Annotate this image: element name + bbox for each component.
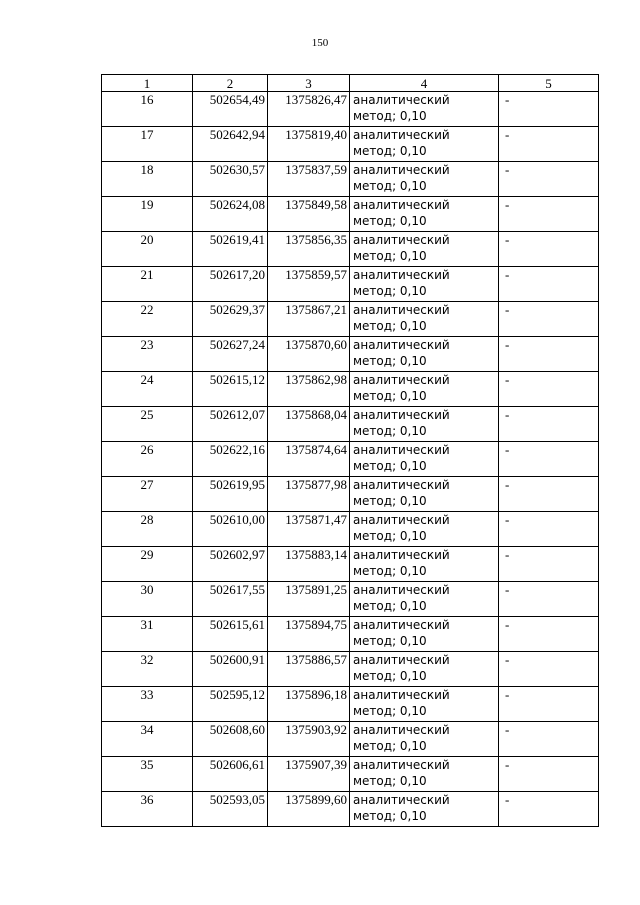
method-cell: [350, 687, 499, 722]
point-number-cell: 31: [102, 617, 193, 652]
table-row: [102, 687, 599, 722]
method-cell: [350, 757, 499, 792]
method-text-line: метод; 0,10: [353, 424, 427, 438]
y-coordinate-cell: 1375886,57: [268, 652, 350, 687]
table-row: [102, 267, 599, 302]
y-coordinate-cell: 1375899,60: [268, 792, 350, 827]
method-cell: [350, 232, 499, 267]
method-cell: [350, 442, 499, 477]
y-coordinate-cell: 1375894,75: [268, 617, 350, 652]
point-number-cell: 33: [102, 687, 193, 722]
point-number-cell: 24: [102, 372, 193, 407]
point-number-cell: 19: [102, 197, 193, 232]
x-coordinate-cell: 502600,91: [193, 652, 268, 687]
method-text-line: метод; 0,10: [353, 564, 427, 578]
point-number-cell: 26: [102, 442, 193, 477]
method-cell: [350, 582, 499, 617]
method-text-line: метод; 0,10: [353, 809, 427, 823]
method-text-line: метод; 0,10: [353, 249, 427, 263]
table-row: [102, 582, 599, 617]
note-cell: -: [499, 547, 599, 582]
method-cell: [350, 302, 499, 337]
method-text-line: аналитический: [353, 268, 450, 282]
method-text-line: метод; 0,10: [353, 284, 427, 298]
y-coordinate-cell: 1375871,47: [268, 512, 350, 547]
point-number-cell: 17: [102, 127, 193, 162]
y-coordinate-cell: 1375867,21: [268, 302, 350, 337]
point-number-cell: 22: [102, 302, 193, 337]
method-text-line: аналитический: [353, 793, 450, 807]
method-text-line: метод; 0,10: [353, 529, 427, 543]
point-number-cell: 23: [102, 337, 193, 372]
x-coordinate-cell: 502654,49: [193, 92, 268, 127]
x-coordinate-cell: 502612,07: [193, 407, 268, 442]
table-row: [102, 302, 599, 337]
note-cell: -: [499, 162, 599, 197]
table-row: [102, 442, 599, 477]
note-cell: -: [499, 582, 599, 617]
table-row: [102, 407, 599, 442]
method-text-line: аналитический: [353, 198, 450, 212]
x-coordinate-cell: 502627,24: [193, 337, 268, 372]
method-cell: [350, 267, 499, 302]
method-text-line: аналитический: [353, 338, 450, 352]
method-text-line: аналитический: [353, 583, 450, 597]
note-cell: -: [499, 687, 599, 722]
point-number-cell: 16: [102, 92, 193, 127]
method-cell: [350, 337, 499, 372]
method-cell: [350, 652, 499, 687]
note-cell: -: [499, 652, 599, 687]
x-coordinate-cell: 502593,05: [193, 792, 268, 827]
method-cell: [350, 722, 499, 757]
point-number-cell: 32: [102, 652, 193, 687]
y-coordinate-cell: 1375896,18: [268, 687, 350, 722]
method-text-line: метод; 0,10: [353, 599, 427, 613]
table-row: [102, 197, 599, 232]
method-cell: [350, 792, 499, 827]
header-cell-1: 1: [102, 75, 193, 92]
y-coordinate-cell: 1375826,47: [268, 92, 350, 127]
y-coordinate-cell: 1375874,64: [268, 442, 350, 477]
x-coordinate-cell: 502595,12: [193, 687, 268, 722]
x-coordinate-cell: 502624,08: [193, 197, 268, 232]
table-row: [102, 757, 599, 792]
method-text-line: аналитический: [353, 723, 450, 737]
x-coordinate-cell: 502615,12: [193, 372, 268, 407]
y-coordinate-cell: 1375862,98: [268, 372, 350, 407]
note-cell: -: [499, 792, 599, 827]
point-number-cell: 25: [102, 407, 193, 442]
point-number-cell: 34: [102, 722, 193, 757]
table-row: [102, 652, 599, 687]
table-row: [102, 617, 599, 652]
table-row: [102, 512, 599, 547]
method-text-line: метод; 0,10: [353, 774, 427, 788]
note-cell: -: [499, 337, 599, 372]
table-row: [102, 337, 599, 372]
table-row: [102, 162, 599, 197]
method-text-line: аналитический: [353, 513, 450, 527]
point-number-cell: 30: [102, 582, 193, 617]
point-number-cell: 29: [102, 547, 193, 582]
method-text-line: аналитический: [353, 653, 450, 667]
method-text-line: метод; 0,10: [353, 144, 427, 158]
method-text-line: аналитический: [353, 233, 450, 247]
method-text-line: аналитический: [353, 548, 450, 562]
y-coordinate-cell: 1375883,14: [268, 547, 350, 582]
method-text-line: метод; 0,10: [353, 704, 427, 718]
method-cell: [350, 162, 499, 197]
point-number-cell: 28: [102, 512, 193, 547]
method-cell: [350, 617, 499, 652]
method-text-line: аналитический: [353, 303, 450, 317]
x-coordinate-cell: 502622,16: [193, 442, 268, 477]
note-cell: -: [499, 232, 599, 267]
x-coordinate-cell: 502615,61: [193, 617, 268, 652]
x-coordinate-cell: 502617,55: [193, 582, 268, 617]
method-text-line: аналитический: [353, 408, 450, 422]
method-cell: [350, 92, 499, 127]
page-number: 150: [311, 37, 329, 49]
y-coordinate-cell: 1375907,39: [268, 757, 350, 792]
table-row: [102, 792, 599, 827]
note-cell: -: [499, 757, 599, 792]
note-cell: -: [499, 477, 599, 512]
note-cell: -: [499, 512, 599, 547]
note-cell: -: [499, 197, 599, 232]
x-coordinate-cell: 502602,97: [193, 547, 268, 582]
header-cell-3: 3: [268, 75, 350, 92]
x-coordinate-cell: 502617,20: [193, 267, 268, 302]
method-text-line: аналитический: [353, 128, 450, 142]
y-coordinate-cell: 1375837,59: [268, 162, 350, 197]
method-text-line: метод; 0,10: [353, 739, 427, 753]
method-text-line: метод; 0,10: [353, 389, 427, 403]
table-row: [102, 232, 599, 267]
note-cell: -: [499, 92, 599, 127]
x-coordinate-cell: 502619,41: [193, 232, 268, 267]
method-cell: [350, 127, 499, 162]
y-coordinate-cell: 1375849,58: [268, 197, 350, 232]
point-number-cell: 35: [102, 757, 193, 792]
method-text-line: аналитический: [353, 758, 450, 772]
method-cell: [350, 407, 499, 442]
point-number-cell: 27: [102, 477, 193, 512]
point-number-cell: 20: [102, 232, 193, 267]
y-coordinate-cell: 1375903,92: [268, 722, 350, 757]
y-coordinate-cell: 1375859,57: [268, 267, 350, 302]
method-cell: [350, 372, 499, 407]
point-number-cell: 36: [102, 792, 193, 827]
table-row: [102, 372, 599, 407]
x-coordinate-cell: 502642,94: [193, 127, 268, 162]
method-text-line: метод; 0,10: [353, 179, 427, 193]
method-text-line: метод; 0,10: [353, 634, 427, 648]
point-number-cell: 21: [102, 267, 193, 302]
method-text-line: метод; 0,10: [353, 669, 427, 683]
table-row: [102, 722, 599, 757]
x-coordinate-cell: 502629,37: [193, 302, 268, 337]
method-cell: [350, 512, 499, 547]
method-text-line: метод; 0,10: [353, 109, 427, 123]
method-cell: [350, 197, 499, 232]
method-text-line: аналитический: [353, 93, 450, 107]
note-cell: -: [499, 302, 599, 337]
point-number-cell: 18: [102, 162, 193, 197]
note-cell: -: [499, 722, 599, 757]
method-text-line: метод; 0,10: [353, 319, 427, 333]
method-cell: [350, 477, 499, 512]
x-coordinate-cell: 502630,57: [193, 162, 268, 197]
method-text-line: метод; 0,10: [353, 494, 427, 508]
x-coordinate-cell: 502619,95: [193, 477, 268, 512]
y-coordinate-cell: 1375819,40: [268, 127, 350, 162]
table-header-row: [102, 75, 599, 92]
method-text-line: аналитический: [353, 478, 450, 492]
note-cell: -: [499, 617, 599, 652]
y-coordinate-cell: 1375870,60: [268, 337, 350, 372]
y-coordinate-cell: 1375877,98: [268, 477, 350, 512]
method-text-line: метод; 0,10: [353, 214, 427, 228]
table-row: [102, 127, 599, 162]
header-cell-5: 5: [499, 75, 599, 92]
method-cell: [350, 547, 499, 582]
method-text-line: аналитический: [353, 443, 450, 457]
note-cell: -: [499, 267, 599, 302]
method-text-line: аналитический: [353, 618, 450, 632]
table-row: [102, 477, 599, 512]
method-text-line: аналитический: [353, 373, 450, 387]
table-row: [102, 547, 599, 582]
coordinates-table: [101, 74, 599, 827]
coordinates-table-body: [102, 75, 599, 827]
method-text-line: метод; 0,10: [353, 459, 427, 473]
method-text-line: метод; 0,10: [353, 354, 427, 368]
y-coordinate-cell: 1375868,04: [268, 407, 350, 442]
header-cell-2: 2: [193, 75, 268, 92]
header-cell-4: 4: [350, 75, 499, 92]
x-coordinate-cell: 502606,61: [193, 757, 268, 792]
note-cell: -: [499, 407, 599, 442]
y-coordinate-cell: 1375856,35: [268, 232, 350, 267]
note-cell: -: [499, 127, 599, 162]
x-coordinate-cell: 502608,60: [193, 722, 268, 757]
note-cell: -: [499, 442, 599, 477]
table-row: [102, 92, 599, 127]
note-cell: -: [499, 372, 599, 407]
x-coordinate-cell: 502610,00: [193, 512, 268, 547]
y-coordinate-cell: 1375891,25: [268, 582, 350, 617]
method-text-line: аналитический: [353, 688, 450, 702]
method-text-line: аналитический: [353, 163, 450, 177]
